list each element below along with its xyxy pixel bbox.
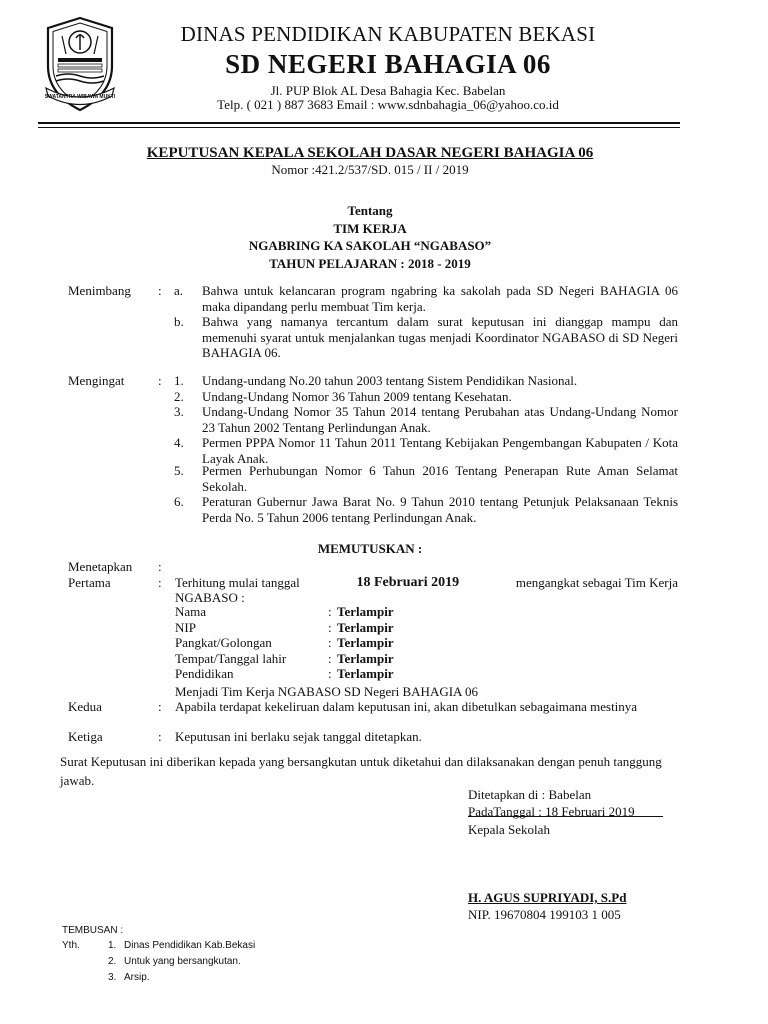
mengingat-marker-2: 2. — [174, 389, 184, 404]
subject-line-3: NGABRING KA SAKOLAH “NGABASO” — [248, 238, 492, 253]
signature-name: H. AGUS SUPRIYADI, S.Pd — [468, 890, 627, 905]
menimbang-marker-b: b. — [174, 314, 184, 329]
mengingat-item-5: Permen Perhubungan Nomor 6 Tahun 2016 Tentang Penerapan Rute Aman Selamat Sekolah. — [202, 463, 678, 494]
signature-date: PadaTanggal : 18 Februari 2019 — [468, 804, 635, 819]
mengingat-item-3: Undang-Undang Nomor 35 Tahun 2014 tentang Perubahan atas Undang-Undang Nomor 23 Tahun 2002 Tentang Perlindungan Anak. — [202, 404, 678, 435]
closing-paragraph: Surat Keputusan ini diberikan kepada yang bersangkutan untuk diketahui dan dilaksanakan dengan penuh tanggung jawab. — [60, 754, 662, 788]
field-nip-colon: : — [328, 620, 332, 635]
letterhead-rule-thin — [38, 127, 680, 128]
menimbang-item-b: Bahwa yang namanya tercantum dalam surat keputusan ini dianggap mampu dan memenuhi syarat untuk menjalankan tugas menjadi Koordinator NGABASO di SD Negeri BAHAGIA 06. — [202, 314, 678, 360]
tembusan-marker-3: 3. — [108, 972, 117, 983]
field-rank-label: Pangkat/Golongan — [175, 635, 272, 650]
mengingat-item-6: Peraturan Gubernur Jawa Barat No. 9 Tahun 2010 tentang Petunjuk Pelaksanaan Teknis Perda No. 5 Tahun 2006 tentang Perlindungan Anak. — [202, 494, 678, 525]
mengingat-item-4: Permen PPPA Nomor 11 Tahun 2011 Tentang Kebijakan Pengembangan Kabupaten / Kota Layak Anak. — [202, 435, 678, 466]
decree-title: KEPUTUSAN KEPALA SEKOLAH DASAR NEGERI BAHAGIA 06 — [146, 145, 594, 161]
pertama-text-before: Terhitung mulai tanggal — [175, 575, 300, 590]
menimbang-label: Menimbang — [68, 283, 131, 298]
menetapkan-label: Menetapkan — [68, 559, 133, 574]
kedua-text: Apabila terdapat kekeliruan dalam keputusan ini, akan dibetulkan sebagaimana mestinya — [175, 699, 638, 714]
mengingat-marker-5: 5. — [174, 463, 184, 478]
ketiga-colon: : — [158, 729, 162, 744]
decree-number: Nomor :421.2/537/SD. 015 / II / 2019 — [271, 162, 469, 177]
tembusan-marker-2: 2. — [108, 956, 117, 967]
pertama-text-after: mengangkat sebagai Tim Kerja — [515, 575, 678, 590]
ketiga-text: Keputusan ini berlaku sejak tanggal ditetapkan. — [175, 729, 422, 744]
field-birth-value: Terlampir — [337, 651, 394, 666]
field-name-colon: : — [328, 604, 332, 619]
tembusan-yth: Yth. — [62, 940, 80, 951]
ketiga-label: Ketiga — [68, 729, 103, 744]
field-education-colon: : — [328, 666, 332, 681]
subject-line-4: TAHUN PELAJARAN : 2018 - 2019 — [269, 256, 471, 271]
tembusan-label: TEMBUSAN : — [62, 925, 124, 936]
field-birth-colon: : — [328, 651, 332, 666]
school-contact: Telp. ( 021 ) 887 3683 Email : www.sdnbahagia_06@yahoo.co.id — [217, 97, 559, 112]
mengingat-item-1: Undang-undang No.20 tahun 2003 tentang Sistem Pendidikan Nasional. — [202, 373, 578, 388]
field-education-value: Terlampir — [337, 666, 394, 681]
pertama-line-1 — [175, 575, 678, 591]
subject-line-2: TIM KERJA — [333, 221, 407, 236]
signature-place: Ditetapkan di : Babelan — [468, 787, 592, 802]
kedua-label: Kedua — [68, 699, 102, 714]
field-education-label: Pendidikan — [175, 666, 234, 681]
menimbang-item-a: Bahwa untuk kelancaran program ngabring ka sakolah pada SD Negeri BAHAGIA 06 maka dipandang perlu membuat Tim kerja. — [202, 283, 678, 314]
tembusan-item-2: Untuk yang bersangkutan. — [124, 956, 241, 967]
pertama-colon: : — [158, 575, 162, 590]
tembusan-item-1: Dinas Pendidikan Kab.Bekasi — [124, 940, 256, 951]
letterhead-rule-thick — [38, 122, 680, 124]
field-rank-value: Terlampir — [337, 635, 394, 650]
tembusan-marker-1: 1. — [108, 940, 117, 951]
subject-line-1: Tentang — [347, 203, 393, 218]
field-rank-colon: : — [328, 635, 332, 650]
school-name: SD NEGERI BAHAGIA 06 — [225, 49, 551, 79]
field-nip-value: Terlampir — [337, 620, 394, 635]
signature-nip: NIP. 19670804 199103 1 005 — [468, 907, 621, 922]
pertama-line-2: NGABASO : — [175, 590, 245, 605]
mengingat-marker-1: 1. — [174, 373, 184, 388]
signature-position: Kepala Sekolah — [468, 822, 550, 837]
tembusan-item-3: Arsip. — [124, 972, 150, 983]
menimbang-marker-a: a. — [174, 283, 184, 298]
school-district-logo — [40, 14, 120, 114]
mengingat-colon: : — [158, 373, 162, 388]
mengingat-label: Mengingat — [68, 373, 125, 388]
agency-name: DINAS PENDIDIKAN KABUPATEN BEKASI — [180, 22, 596, 46]
pertama-date: 18 Februari 2019 — [356, 575, 460, 590]
mengingat-marker-6: 6. — [174, 494, 184, 509]
kedua-colon: : — [158, 699, 162, 714]
memutuskan-heading: MEMUTUSKAN : — [317, 541, 423, 556]
mengingat-marker-4: 4. — [174, 435, 184, 450]
field-birth-label: Tempat/Tanggal lahir — [175, 651, 287, 666]
svg-text:SWATANTRA WIBAWA MUKTI: SWATANTRA WIBAWA MUKTI — [44, 94, 116, 100]
menimbang-colon: : — [158, 283, 162, 298]
field-name-value: Terlampir — [337, 604, 394, 619]
mengingat-item-2: Undang-Undang Nomor 36 Tahun 2009 tentang Kesehatan. — [202, 389, 512, 404]
pertama-label: Pertama — [68, 575, 111, 590]
pertama-appointment: Menjadi Tim Kerja NGABASO SD Negeri BAHAGIA 06 — [175, 684, 478, 699]
mengingat-marker-3: 3. — [174, 404, 184, 419]
school-address: Jl. PUP Blok AL Desa Bahagia Kec. Babelan — [270, 83, 506, 98]
field-nip-label: NIP — [175, 620, 196, 635]
menetapkan-colon: : — [158, 559, 162, 574]
signature-date-underline — [468, 816, 663, 817]
field-name-label: Nama — [175, 604, 207, 619]
